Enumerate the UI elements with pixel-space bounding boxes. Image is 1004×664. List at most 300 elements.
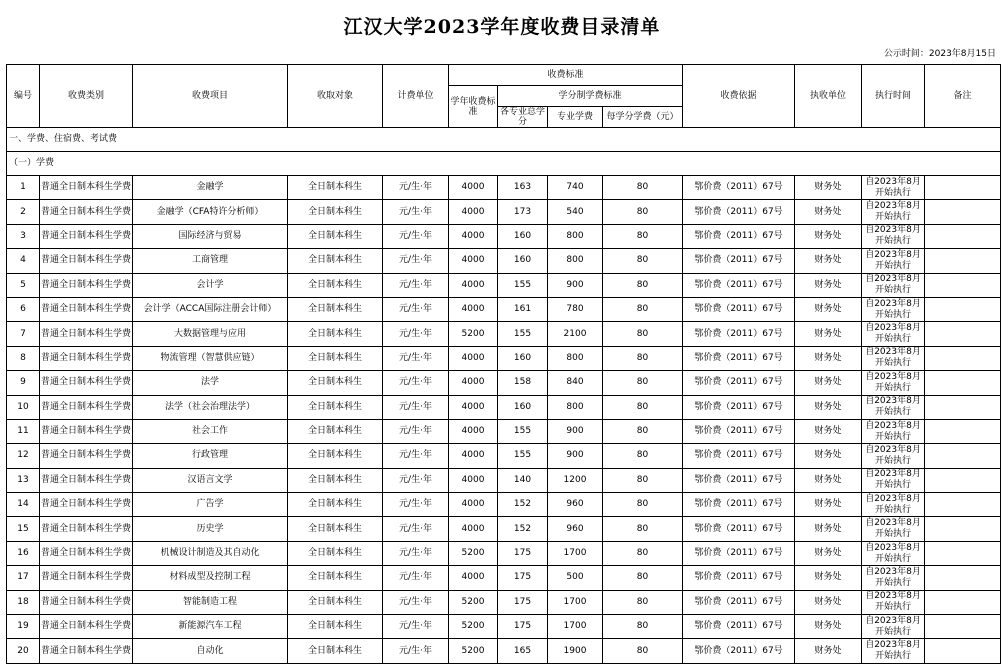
cell-major-fee: 800 xyxy=(548,346,603,370)
cell-collector: 财务处 xyxy=(795,566,862,590)
cell-collector: 财务处 xyxy=(795,395,862,419)
table-row xyxy=(7,249,1001,273)
cell-major-fee: 800 xyxy=(548,395,603,419)
table-row xyxy=(7,395,1001,419)
cell-basis: 鄂价费（2011）67号 xyxy=(683,468,795,492)
cell-item: 汉语言文学 xyxy=(133,468,288,492)
cell-unit: 元/生·年 xyxy=(383,176,449,200)
header-total-credits: 各专业总学分 xyxy=(498,107,548,128)
cell-major-fee: 1700 xyxy=(548,615,603,639)
cell-total-credits: 163 xyxy=(498,176,548,200)
cell-item: 物流管理（智慧供应链） xyxy=(133,346,288,370)
cell-remark xyxy=(925,371,1001,395)
cell-annual: 5200 xyxy=(449,541,498,565)
cell-annual: 4000 xyxy=(449,176,498,200)
cell-per-credit: 80 xyxy=(603,590,683,614)
cell-category: 普通全日制本科生学费 xyxy=(40,639,133,663)
cell-item: 自动化 xyxy=(133,639,288,663)
cell-remark xyxy=(925,493,1001,517)
header-target: 收取对象 xyxy=(288,65,383,128)
cell-remark xyxy=(925,615,1001,639)
cell-total-credits: 152 xyxy=(498,493,548,517)
cell-total-credits: 175 xyxy=(498,590,548,614)
cell-no: 12 xyxy=(7,444,40,468)
cell-no: 5 xyxy=(7,273,40,297)
table-row xyxy=(7,346,1001,370)
cell-target: 全日制本科生 xyxy=(288,639,383,663)
cell-per-credit: 80 xyxy=(603,322,683,346)
cell-per-credit: 80 xyxy=(603,224,683,248)
cell-exec-time: 自2023年8月开始执行 xyxy=(862,200,925,224)
header-remark: 备注 xyxy=(925,65,1001,128)
cell-total-credits: 155 xyxy=(498,322,548,346)
cell-exec-time: 自2023年8月开始执行 xyxy=(862,615,925,639)
cell-exec-time: 自2023年8月开始执行 xyxy=(862,493,925,517)
cell-exec-time: 自2023年8月开始执行 xyxy=(862,297,925,321)
cell-annual: 4000 xyxy=(449,444,498,468)
cell-unit: 元/生·年 xyxy=(383,224,449,248)
cell-annual: 4000 xyxy=(449,493,498,517)
table-row xyxy=(7,176,1001,200)
cell-remark xyxy=(925,444,1001,468)
cell-no: 18 xyxy=(7,590,40,614)
cell-unit: 元/生·年 xyxy=(383,444,449,468)
cell-basis: 鄂价费（2011）67号 xyxy=(683,297,795,321)
cell-target: 全日制本科生 xyxy=(288,297,383,321)
table-row xyxy=(7,200,1001,224)
cell-remark xyxy=(925,541,1001,565)
cell-target: 全日制本科生 xyxy=(288,200,383,224)
cell-annual: 4000 xyxy=(449,346,498,370)
cell-item: 国际经济与贸易 xyxy=(133,224,288,248)
cell-target: 全日制本科生 xyxy=(288,273,383,297)
cell-unit: 元/生·年 xyxy=(383,200,449,224)
cell-exec-time: 自2023年8月开始执行 xyxy=(862,444,925,468)
cell-major-fee: 900 xyxy=(548,419,603,443)
cell-no: 6 xyxy=(7,297,40,321)
cell-target: 全日制本科生 xyxy=(288,419,383,443)
cell-item: 材料成型及控制工程 xyxy=(133,566,288,590)
cell-collector: 财务处 xyxy=(795,444,862,468)
cell-remark xyxy=(925,249,1001,273)
header-item: 收费项目 xyxy=(133,65,288,128)
cell-total-credits: 155 xyxy=(498,444,548,468)
cell-no: 17 xyxy=(7,566,40,590)
cell-collector: 财务处 xyxy=(795,200,862,224)
cell-total-credits: 155 xyxy=(498,419,548,443)
table-row xyxy=(7,371,1001,395)
cell-per-credit: 80 xyxy=(603,249,683,273)
cell-exec-time: 自2023年8月开始执行 xyxy=(862,419,925,443)
cell-category: 普通全日制本科生学费 xyxy=(40,541,133,565)
cell-major-fee: 1700 xyxy=(548,590,603,614)
cell-category: 普通全日制本科生学费 xyxy=(40,371,133,395)
cell-item: 金融学（CFA特许分析师） xyxy=(133,200,288,224)
cell-target: 全日制本科生 xyxy=(288,517,383,541)
cell-total-credits: 158 xyxy=(498,371,548,395)
cell-collector: 财务处 xyxy=(795,297,862,321)
cell-remark xyxy=(925,176,1001,200)
cell-basis: 鄂价费（2011）67号 xyxy=(683,566,795,590)
cell-exec-time: 自2023年8月开始执行 xyxy=(862,395,925,419)
table-row xyxy=(7,493,1001,517)
cell-per-credit: 80 xyxy=(603,468,683,492)
cell-no: 20 xyxy=(7,639,40,663)
cell-target: 全日制本科生 xyxy=(288,371,383,395)
cell-total-credits: 160 xyxy=(498,249,548,273)
cell-major-fee: 1200 xyxy=(548,468,603,492)
cell-category: 普通全日制本科生学费 xyxy=(40,615,133,639)
table-row xyxy=(7,541,1001,565)
cell-exec-time: 自2023年8月开始执行 xyxy=(862,468,925,492)
cell-item: 智能制造工程 xyxy=(133,590,288,614)
cell-no: 15 xyxy=(7,517,40,541)
cell-category: 普通全日制本科生学费 xyxy=(40,322,133,346)
cell-major-fee: 780 xyxy=(548,297,603,321)
table-row xyxy=(7,615,1001,639)
cell-unit: 元/生·年 xyxy=(383,468,449,492)
cell-basis: 鄂价费（2011）67号 xyxy=(683,200,795,224)
cell-no: 9 xyxy=(7,371,40,395)
cell-total-credits: 175 xyxy=(498,615,548,639)
cell-basis: 鄂价费（2011）67号 xyxy=(683,541,795,565)
cell-annual: 4000 xyxy=(449,200,498,224)
cell-item: 广告学 xyxy=(133,493,288,517)
cell-annual: 4000 xyxy=(449,468,498,492)
cell-per-credit: 80 xyxy=(603,493,683,517)
cell-collector: 财务处 xyxy=(795,273,862,297)
cell-unit: 元/生·年 xyxy=(383,590,449,614)
cell-remark xyxy=(925,517,1001,541)
cell-per-credit: 80 xyxy=(603,346,683,370)
cell-target: 全日制本科生 xyxy=(288,249,383,273)
cell-basis: 鄂价费（2011）67号 xyxy=(683,249,795,273)
cell-target: 全日制本科生 xyxy=(288,176,383,200)
cell-major-fee: 900 xyxy=(548,444,603,468)
cell-collector: 财务处 xyxy=(795,249,862,273)
cell-no: 2 xyxy=(7,200,40,224)
cell-no: 7 xyxy=(7,322,40,346)
cell-no: 8 xyxy=(7,346,40,370)
cell-per-credit: 80 xyxy=(603,639,683,663)
cell-major-fee: 1900 xyxy=(548,639,603,663)
cell-collector: 财务处 xyxy=(795,468,862,492)
cell-basis: 鄂价费（2011）67号 xyxy=(683,273,795,297)
cell-collector: 财务处 xyxy=(795,419,862,443)
cell-remark xyxy=(925,395,1001,419)
cell-unit: 元/生·年 xyxy=(383,249,449,273)
header-unit: 计费单位 xyxy=(383,65,449,128)
cell-remark xyxy=(925,224,1001,248)
cell-no: 3 xyxy=(7,224,40,248)
cell-annual: 5200 xyxy=(449,590,498,614)
cell-category: 普通全日制本科生学费 xyxy=(40,590,133,614)
cell-remark xyxy=(925,419,1001,443)
cell-exec-time: 自2023年8月开始执行 xyxy=(862,371,925,395)
cell-item: 行政管理 xyxy=(133,444,288,468)
table-row xyxy=(7,444,1001,468)
cell-basis: 鄂价费（2011）67号 xyxy=(683,419,795,443)
cell-collector: 财务处 xyxy=(795,639,862,663)
cell-total-credits: 155 xyxy=(498,273,548,297)
cell-item: 法学 xyxy=(133,371,288,395)
cell-exec-time: 自2023年8月开始执行 xyxy=(862,322,925,346)
cell-per-credit: 80 xyxy=(603,176,683,200)
cell-no: 16 xyxy=(7,541,40,565)
cell-total-credits: 160 xyxy=(498,395,548,419)
cell-per-credit: 80 xyxy=(603,541,683,565)
cell-unit: 元/生·年 xyxy=(383,566,449,590)
cell-item: 法学（社会治理法学） xyxy=(133,395,288,419)
cell-total-credits: 160 xyxy=(498,346,548,370)
cell-unit: 元/生·年 xyxy=(383,273,449,297)
cell-item: 社会工作 xyxy=(133,419,288,443)
cell-collector: 财务处 xyxy=(795,322,862,346)
cell-target: 全日制本科生 xyxy=(288,566,383,590)
table-row xyxy=(7,517,1001,541)
cell-unit: 元/生·年 xyxy=(383,346,449,370)
cell-major-fee: 500 xyxy=(548,566,603,590)
subsection-heading: （一）学费 xyxy=(7,152,1001,176)
table-row xyxy=(7,639,1001,663)
cell-exec-time: 自2023年8月开始执行 xyxy=(862,176,925,200)
cell-annual: 4000 xyxy=(449,419,498,443)
cell-no: 19 xyxy=(7,615,40,639)
cell-major-fee: 2100 xyxy=(548,322,603,346)
cell-category: 普通全日制本科生学费 xyxy=(40,249,133,273)
cell-per-credit: 80 xyxy=(603,615,683,639)
cell-no: 11 xyxy=(7,419,40,443)
header-no: 编号 xyxy=(7,65,40,128)
cell-no: 4 xyxy=(7,249,40,273)
cell-collector: 财务处 xyxy=(795,346,862,370)
fee-table xyxy=(6,64,1001,664)
table-row xyxy=(7,566,1001,590)
cell-category: 普通全日制本科生学费 xyxy=(40,566,133,590)
publish-time: 公示时间：2023年8月15日 xyxy=(883,49,996,59)
cell-remark xyxy=(925,200,1001,224)
cell-category: 普通全日制本科生学费 xyxy=(40,517,133,541)
cell-per-credit: 80 xyxy=(603,517,683,541)
cell-target: 全日制本科生 xyxy=(288,615,383,639)
cell-annual: 4000 xyxy=(449,273,498,297)
cell-target: 全日制本科生 xyxy=(288,590,383,614)
cell-item: 新能源汽车工程 xyxy=(133,615,288,639)
cell-basis: 鄂价费（2011）67号 xyxy=(683,395,795,419)
cell-per-credit: 80 xyxy=(603,444,683,468)
cell-exec-time: 自2023年8月开始执行 xyxy=(862,517,925,541)
cell-target: 全日制本科生 xyxy=(288,395,383,419)
cell-item: 工商管理 xyxy=(133,249,288,273)
cell-total-credits: 152 xyxy=(498,517,548,541)
cell-annual: 5200 xyxy=(449,615,498,639)
cell-annual: 5200 xyxy=(449,322,498,346)
header-credit-standard: 学分制学费标准 xyxy=(498,86,683,107)
header-exec-time: 执行时间 xyxy=(862,65,925,128)
cell-exec-time: 自2023年8月开始执行 xyxy=(862,566,925,590)
header-standard: 收费标准 xyxy=(449,65,683,86)
table-row xyxy=(7,297,1001,321)
cell-per-credit: 80 xyxy=(603,297,683,321)
cell-major-fee: 1700 xyxy=(548,541,603,565)
cell-remark xyxy=(925,590,1001,614)
header-major-fee: 专业学费 xyxy=(548,107,603,128)
cell-basis: 鄂价费（2011）67号 xyxy=(683,322,795,346)
cell-total-credits: 173 xyxy=(498,200,548,224)
header-annual: 学年收费标准 xyxy=(449,86,498,128)
cell-no: 1 xyxy=(7,176,40,200)
table-row xyxy=(7,224,1001,248)
cell-item: 会计学 xyxy=(133,273,288,297)
cell-item: 机械设计制造及其自动化 xyxy=(133,541,288,565)
cell-category: 普通全日制本科生学费 xyxy=(40,346,133,370)
cell-total-credits: 161 xyxy=(498,297,548,321)
cell-per-credit: 80 xyxy=(603,273,683,297)
cell-basis: 鄂价费（2011）67号 xyxy=(683,639,795,663)
cell-exec-time: 自2023年8月开始执行 xyxy=(862,224,925,248)
cell-target: 全日制本科生 xyxy=(288,468,383,492)
cell-basis: 鄂价费（2011）67号 xyxy=(683,615,795,639)
cell-major-fee: 740 xyxy=(548,176,603,200)
cell-category: 普通全日制本科生学费 xyxy=(40,493,133,517)
cell-major-fee: 800 xyxy=(548,249,603,273)
cell-total-credits: 175 xyxy=(498,566,548,590)
cell-target: 全日制本科生 xyxy=(288,224,383,248)
cell-exec-time: 自2023年8月开始执行 xyxy=(862,249,925,273)
cell-annual: 4000 xyxy=(449,395,498,419)
cell-remark xyxy=(925,297,1001,321)
cell-collector: 财务处 xyxy=(795,590,862,614)
header-basis: 收费依据 xyxy=(683,65,795,128)
cell-unit: 元/生·年 xyxy=(383,541,449,565)
cell-per-credit: 80 xyxy=(603,371,683,395)
cell-annual: 4000 xyxy=(449,517,498,541)
cell-collector: 财务处 xyxy=(795,541,862,565)
table-row xyxy=(7,590,1001,614)
cell-category: 普通全日制本科生学费 xyxy=(40,419,133,443)
cell-category: 普通全日制本科生学费 xyxy=(40,273,133,297)
cell-basis: 鄂价费（2011）67号 xyxy=(683,224,795,248)
cell-category: 普通全日制本科生学费 xyxy=(40,224,133,248)
cell-no: 14 xyxy=(7,493,40,517)
cell-exec-time: 自2023年8月开始执行 xyxy=(862,346,925,370)
section-heading: 一、学费、住宿费、考试费 xyxy=(7,128,1001,152)
cell-total-credits: 160 xyxy=(498,224,548,248)
cell-major-fee: 840 xyxy=(548,371,603,395)
cell-basis: 鄂价费（2011）67号 xyxy=(683,444,795,468)
cell-target: 全日制本科生 xyxy=(288,346,383,370)
table-row xyxy=(7,419,1001,443)
cell-basis: 鄂价费（2011）67号 xyxy=(683,371,795,395)
cell-major-fee: 540 xyxy=(548,200,603,224)
cell-remark xyxy=(925,468,1001,492)
table-row xyxy=(7,273,1001,297)
cell-basis: 鄂价费（2011）67号 xyxy=(683,517,795,541)
cell-annual: 4000 xyxy=(449,297,498,321)
cell-annual: 5200 xyxy=(449,639,498,663)
cell-remark xyxy=(925,346,1001,370)
cell-target: 全日制本科生 xyxy=(288,444,383,468)
cell-annual: 4000 xyxy=(449,249,498,273)
table-row xyxy=(7,322,1001,346)
cell-annual: 4000 xyxy=(449,566,498,590)
cell-major-fee: 800 xyxy=(548,224,603,248)
cell-category: 普通全日制本科生学费 xyxy=(40,176,133,200)
cell-collector: 财务处 xyxy=(795,615,862,639)
cell-unit: 元/生·年 xyxy=(383,517,449,541)
cell-remark xyxy=(925,639,1001,663)
cell-unit: 元/生·年 xyxy=(383,615,449,639)
cell-major-fee: 900 xyxy=(548,273,603,297)
cell-basis: 鄂价费（2011）67号 xyxy=(683,176,795,200)
cell-target: 全日制本科生 xyxy=(288,322,383,346)
cell-unit: 元/生·年 xyxy=(383,297,449,321)
page-title: 江汉大学2023学年度收费目录清单 xyxy=(343,16,661,38)
cell-exec-time: 自2023年8月开始执行 xyxy=(862,273,925,297)
cell-basis: 鄂价费（2011）67号 xyxy=(683,590,795,614)
cell-total-credits: 165 xyxy=(498,639,548,663)
header-category: 收费类别 xyxy=(40,65,133,128)
cell-major-fee: 960 xyxy=(548,493,603,517)
cell-category: 普通全日制本科生学费 xyxy=(40,468,133,492)
cell-category: 普通全日制本科生学费 xyxy=(40,200,133,224)
cell-collector: 财务处 xyxy=(795,517,862,541)
cell-annual: 4000 xyxy=(449,224,498,248)
cell-no: 13 xyxy=(7,468,40,492)
cell-basis: 鄂价费（2011）67号 xyxy=(683,346,795,370)
cell-collector: 财务处 xyxy=(795,224,862,248)
cell-unit: 元/生·年 xyxy=(383,419,449,443)
cell-no: 10 xyxy=(7,395,40,419)
cell-remark xyxy=(925,566,1001,590)
header-per-credit: 每学分学费（元） xyxy=(603,107,683,128)
cell-remark xyxy=(925,322,1001,346)
cell-exec-time: 自2023年8月开始执行 xyxy=(862,590,925,614)
cell-per-credit: 80 xyxy=(603,200,683,224)
cell-item: 大数据管理与应用 xyxy=(133,322,288,346)
cell-major-fee: 960 xyxy=(548,517,603,541)
table-row xyxy=(7,468,1001,492)
cell-unit: 元/生·年 xyxy=(383,395,449,419)
cell-per-credit: 80 xyxy=(603,566,683,590)
cell-annual: 4000 xyxy=(449,371,498,395)
cell-collector: 财务处 xyxy=(795,176,862,200)
header-collector: 执收单位 xyxy=(795,65,862,128)
cell-unit: 元/生·年 xyxy=(383,322,449,346)
cell-target: 全日制本科生 xyxy=(288,541,383,565)
cell-collector: 财务处 xyxy=(795,493,862,517)
cell-item: 金融学 xyxy=(133,176,288,200)
cell-exec-time: 自2023年8月开始执行 xyxy=(862,639,925,663)
cell-item: 会计学（ACCA国际注册会计师） xyxy=(133,297,288,321)
cell-total-credits: 175 xyxy=(498,541,548,565)
cell-item: 历史学 xyxy=(133,517,288,541)
cell-unit: 元/生·年 xyxy=(383,493,449,517)
cell-collector: 财务处 xyxy=(795,371,862,395)
cell-total-credits: 140 xyxy=(498,468,548,492)
cell-unit: 元/生·年 xyxy=(383,371,449,395)
cell-per-credit: 80 xyxy=(603,419,683,443)
cell-exec-time: 自2023年8月开始执行 xyxy=(862,541,925,565)
cell-category: 普通全日制本科生学费 xyxy=(40,297,133,321)
cell-target: 全日制本科生 xyxy=(288,493,383,517)
cell-remark xyxy=(925,273,1001,297)
cell-per-credit: 80 xyxy=(603,395,683,419)
cell-category: 普通全日制本科生学费 xyxy=(40,444,133,468)
cell-category: 普通全日制本科生学费 xyxy=(40,395,133,419)
cell-unit: 元/生·年 xyxy=(383,639,449,663)
cell-basis: 鄂价费（2011）67号 xyxy=(683,493,795,517)
